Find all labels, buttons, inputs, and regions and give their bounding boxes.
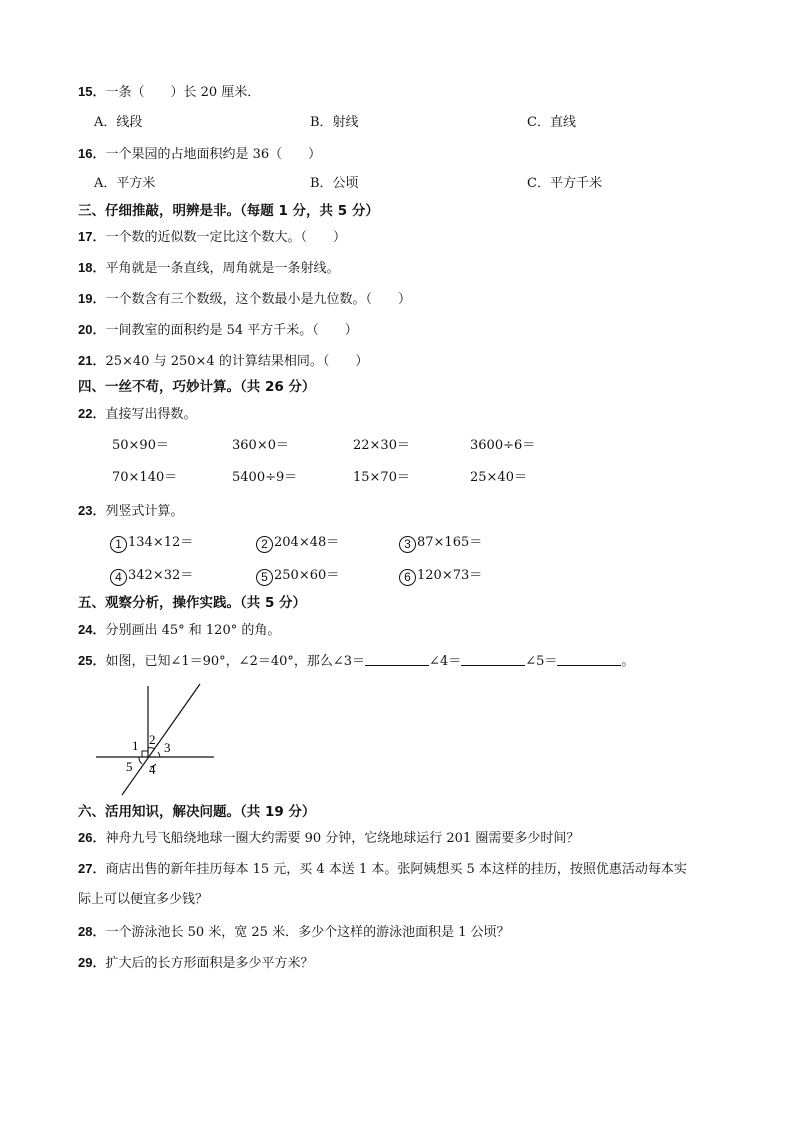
- angle-label-5: 5: [126, 759, 133, 774]
- question-number: 24．: [78, 622, 106, 637]
- circled-number: 6: [399, 569, 416, 586]
- question-text: 平角就是一条直线，周角就是一条射线。: [105, 261, 340, 276]
- question-text: 25×40 与 250×4 的计算结果相同。（ ）: [105, 354, 369, 369]
- question-21: [78, 352, 368, 371]
- question-number: 27．: [78, 861, 106, 876]
- question-number: 23．: [78, 503, 106, 518]
- question-number: 20．: [78, 322, 106, 337]
- option-c: C．直线: [527, 115, 576, 130]
- question-number: 29．: [78, 955, 106, 970]
- oral-calc-item: 25×40＝: [470, 470, 527, 485]
- angle-label-3: 3: [164, 740, 171, 755]
- question-text: 一个数含有三个数级，这个数最小是九位数。（ ）: [105, 292, 411, 307]
- question-28: [78, 923, 510, 942]
- angle-label-4: 4: [149, 762, 156, 777]
- circled-number: 4: [110, 569, 127, 586]
- question-27-continued: 际上可以便宜多少钱？: [78, 892, 209, 907]
- vertical-calc-item: 3 87×165＝: [399, 534, 482, 553]
- circled-number: 2: [256, 536, 273, 553]
- question-text: 一间教室的面积约是 54 平方千米。（ ）: [105, 323, 358, 338]
- oral-calc-item: 15×70＝: [353, 470, 410, 485]
- question-27: [78, 860, 687, 879]
- question-17: [78, 228, 346, 247]
- option-c: C．平方千米: [527, 176, 602, 191]
- question-18: [78, 259, 339, 278]
- section-heading-4: 四、一丝不苟，巧妙计算。（共 26 分）: [78, 379, 316, 395]
- question-text: 一条（ ）长 20 厘米．: [105, 85, 261, 100]
- question-text: 商店出售的新年挂历每本 15 元，买 4 本送 1 本。张阿姨想买 5 本这样的挂历，按照优惠活动每本实: [105, 862, 687, 877]
- circled-number: 3: [399, 536, 416, 553]
- answer-blank[interactable]: [365, 653, 429, 666]
- question-number: 16．: [78, 146, 106, 161]
- vertical-calc-item: 2 204×48＝: [256, 534, 339, 553]
- vertical-calc-item: 4 342×32＝: [110, 567, 193, 586]
- option-a: A．平方米: [94, 176, 156, 191]
- vertical-calc-item: 6 120×73＝: [399, 567, 482, 586]
- question-24: [78, 621, 280, 640]
- vertical-calc-item: 5 250×60＝: [256, 567, 339, 586]
- oral-calc-item: 22×30＝: [353, 438, 410, 453]
- question-22: [78, 405, 196, 424]
- question-text: 一个游泳池长 50 米，宽 25 米．多少个这样的游泳池面积是 1 公顷？: [105, 925, 510, 940]
- question-number: 18．: [78, 260, 106, 275]
- question-text: 分别画出 45° 和 120° 的角。: [105, 623, 281, 638]
- section-heading-5: 五、观察分析，操作实践。（共 5 分）: [78, 595, 307, 611]
- question-29: [78, 954, 313, 973]
- circled-number: 5: [256, 569, 273, 586]
- vertical-calc-item: 1 134×12＝: [110, 534, 193, 553]
- oral-calc-item: 70×140＝: [112, 470, 178, 485]
- section-heading-6: 六、活用知识，解决问题。（共 19 分）: [78, 804, 316, 820]
- angle-arc-5: [139, 757, 142, 764]
- question-19: [78, 290, 411, 309]
- question-number: 28．: [78, 924, 106, 939]
- angle-label-1: 1: [132, 738, 139, 753]
- question-text: 一个果园的占地面积约是 36（ ）: [105, 147, 322, 162]
- angle-arc-2: [148, 748, 155, 749]
- question-text: 一个数的近似数一定比这个数大。（ ）: [105, 230, 346, 245]
- section-heading-3: 三、仔细推敲，明辨是非。（每题 1 分，共 5 分）: [78, 203, 379, 219]
- oral-calc-item: 50×90＝: [112, 438, 169, 453]
- question-number: 26．: [78, 830, 106, 845]
- question-number: 21．: [78, 353, 106, 368]
- option-b: B．射线: [310, 115, 359, 130]
- question-text: 列竖式计算。: [105, 504, 184, 519]
- answer-blank[interactable]: [461, 653, 525, 666]
- angle-figure: [92, 680, 222, 800]
- question-number: 15．: [78, 84, 106, 99]
- option-b: B．公顷: [310, 176, 359, 191]
- question-20: [78, 321, 358, 340]
- question-text: 直接写出得数。: [105, 407, 197, 422]
- answer-blank[interactable]: [557, 653, 621, 666]
- question-25: 25．如图，已知∠1＝90°，∠2＝40°，那么∠3＝ ∠4＝ ∠5＝ 。: [78, 653, 635, 669]
- question-15: [78, 83, 260, 102]
- question-number: 25．: [78, 653, 106, 668]
- oral-calc-item: 360×0＝: [232, 438, 289, 453]
- oral-calc-item: 5400÷9＝: [232, 470, 298, 485]
- question-number: 19．: [78, 291, 106, 306]
- question-number: 22．: [78, 406, 106, 421]
- oral-calc-item: 3600÷6＝: [470, 438, 536, 453]
- question-text: 神舟九号飞船绕地球一圈大约需要 90 分钟，它绕地球运行 201 圈需要多少时间？: [105, 831, 580, 846]
- question-26: [78, 829, 579, 848]
- angle-label-2: 2: [149, 732, 156, 747]
- question-text: 扩大后的长方形面积是多少平方米？: [105, 956, 314, 971]
- question-16: [78, 145, 321, 164]
- question-23: [78, 502, 183, 521]
- angle-arc-3: [158, 752, 160, 757]
- right-angle-mark: [142, 751, 148, 757]
- option-a: A．线段: [94, 115, 143, 130]
- question-number: 17．: [78, 229, 106, 244]
- circled-number: 1: [110, 536, 127, 553]
